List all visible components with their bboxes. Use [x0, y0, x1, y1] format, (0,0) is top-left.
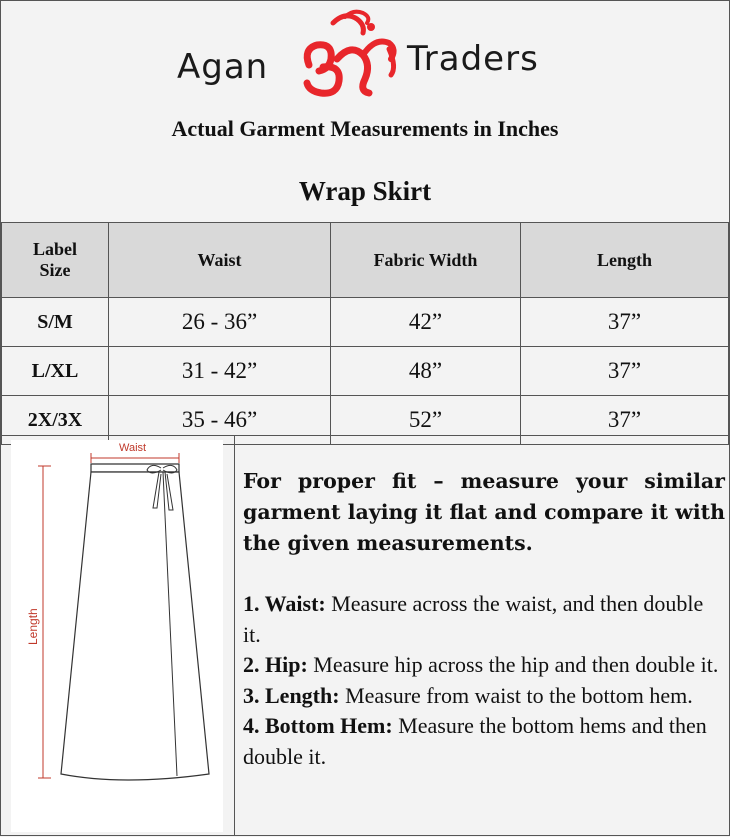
length-dimension-label: Length: [26, 608, 40, 645]
header-label-size: Label Size: [2, 223, 109, 298]
cell-length: 37”: [521, 347, 729, 396]
cell-fabric-width: 48”: [331, 347, 521, 396]
brand-logo: [1, 9, 729, 109]
waist-dimension-label: Waist: [119, 442, 147, 454]
cell-waist: 35 - 46”: [109, 396, 331, 445]
cell-waist: 26 - 36”: [109, 298, 331, 347]
cell-length: 37”: [521, 396, 729, 445]
header-fabric-width: Fabric Width: [331, 223, 521, 298]
header-waist: Waist: [109, 223, 331, 298]
cell-waist: 31 - 42”: [109, 347, 331, 396]
cell-size: S/M: [2, 298, 109, 347]
brand-name-left: Agan: [177, 47, 269, 87]
brand-name-right: Traders: [407, 39, 539, 79]
step-waist: 1. Waist: Measure across the waist, and then double it.: [243, 591, 704, 647]
cell-size: 2X/3X: [2, 396, 109, 445]
product-title: Wrap Skirt: [298, 176, 432, 206]
size-table: [1, 222, 729, 445]
table-row: [2, 347, 729, 396]
measurement-subtitle: Actual Garment Measurements in Inches: [171, 116, 559, 141]
om-symbol-icon: [293, 9, 403, 101]
fit-intro: For proper fit – measure your similar garment laying it flat and compare it with the given measurements.: [243, 469, 725, 555]
fit-instructions: [243, 466, 725, 772]
cell-fabric-width: 52”: [331, 396, 521, 445]
skirt-diagram: [11, 440, 223, 832]
step-hip: 2. Hip: Measure hip across the hip and then double it.: [243, 652, 719, 677]
wrap-skirt-illustration: [11, 440, 223, 832]
cell-size: L/XL: [2, 347, 109, 396]
header-length: Length: [521, 223, 729, 298]
header: [1, 1, 729, 223]
table-header-row: [2, 223, 729, 298]
vertical-divider: [234, 436, 235, 836]
cell-length: 37”: [521, 298, 729, 347]
step-bottom-hem: 4. Bottom Hem: Measure the bottom hems and then double it.: [243, 713, 707, 769]
table-row: [2, 298, 729, 347]
cell-fabric-width: 42”: [331, 298, 521, 347]
measurement-guide: [1, 435, 729, 836]
step-length: 3. Length: Measure from waist to the bottom hem.: [243, 682, 693, 708]
